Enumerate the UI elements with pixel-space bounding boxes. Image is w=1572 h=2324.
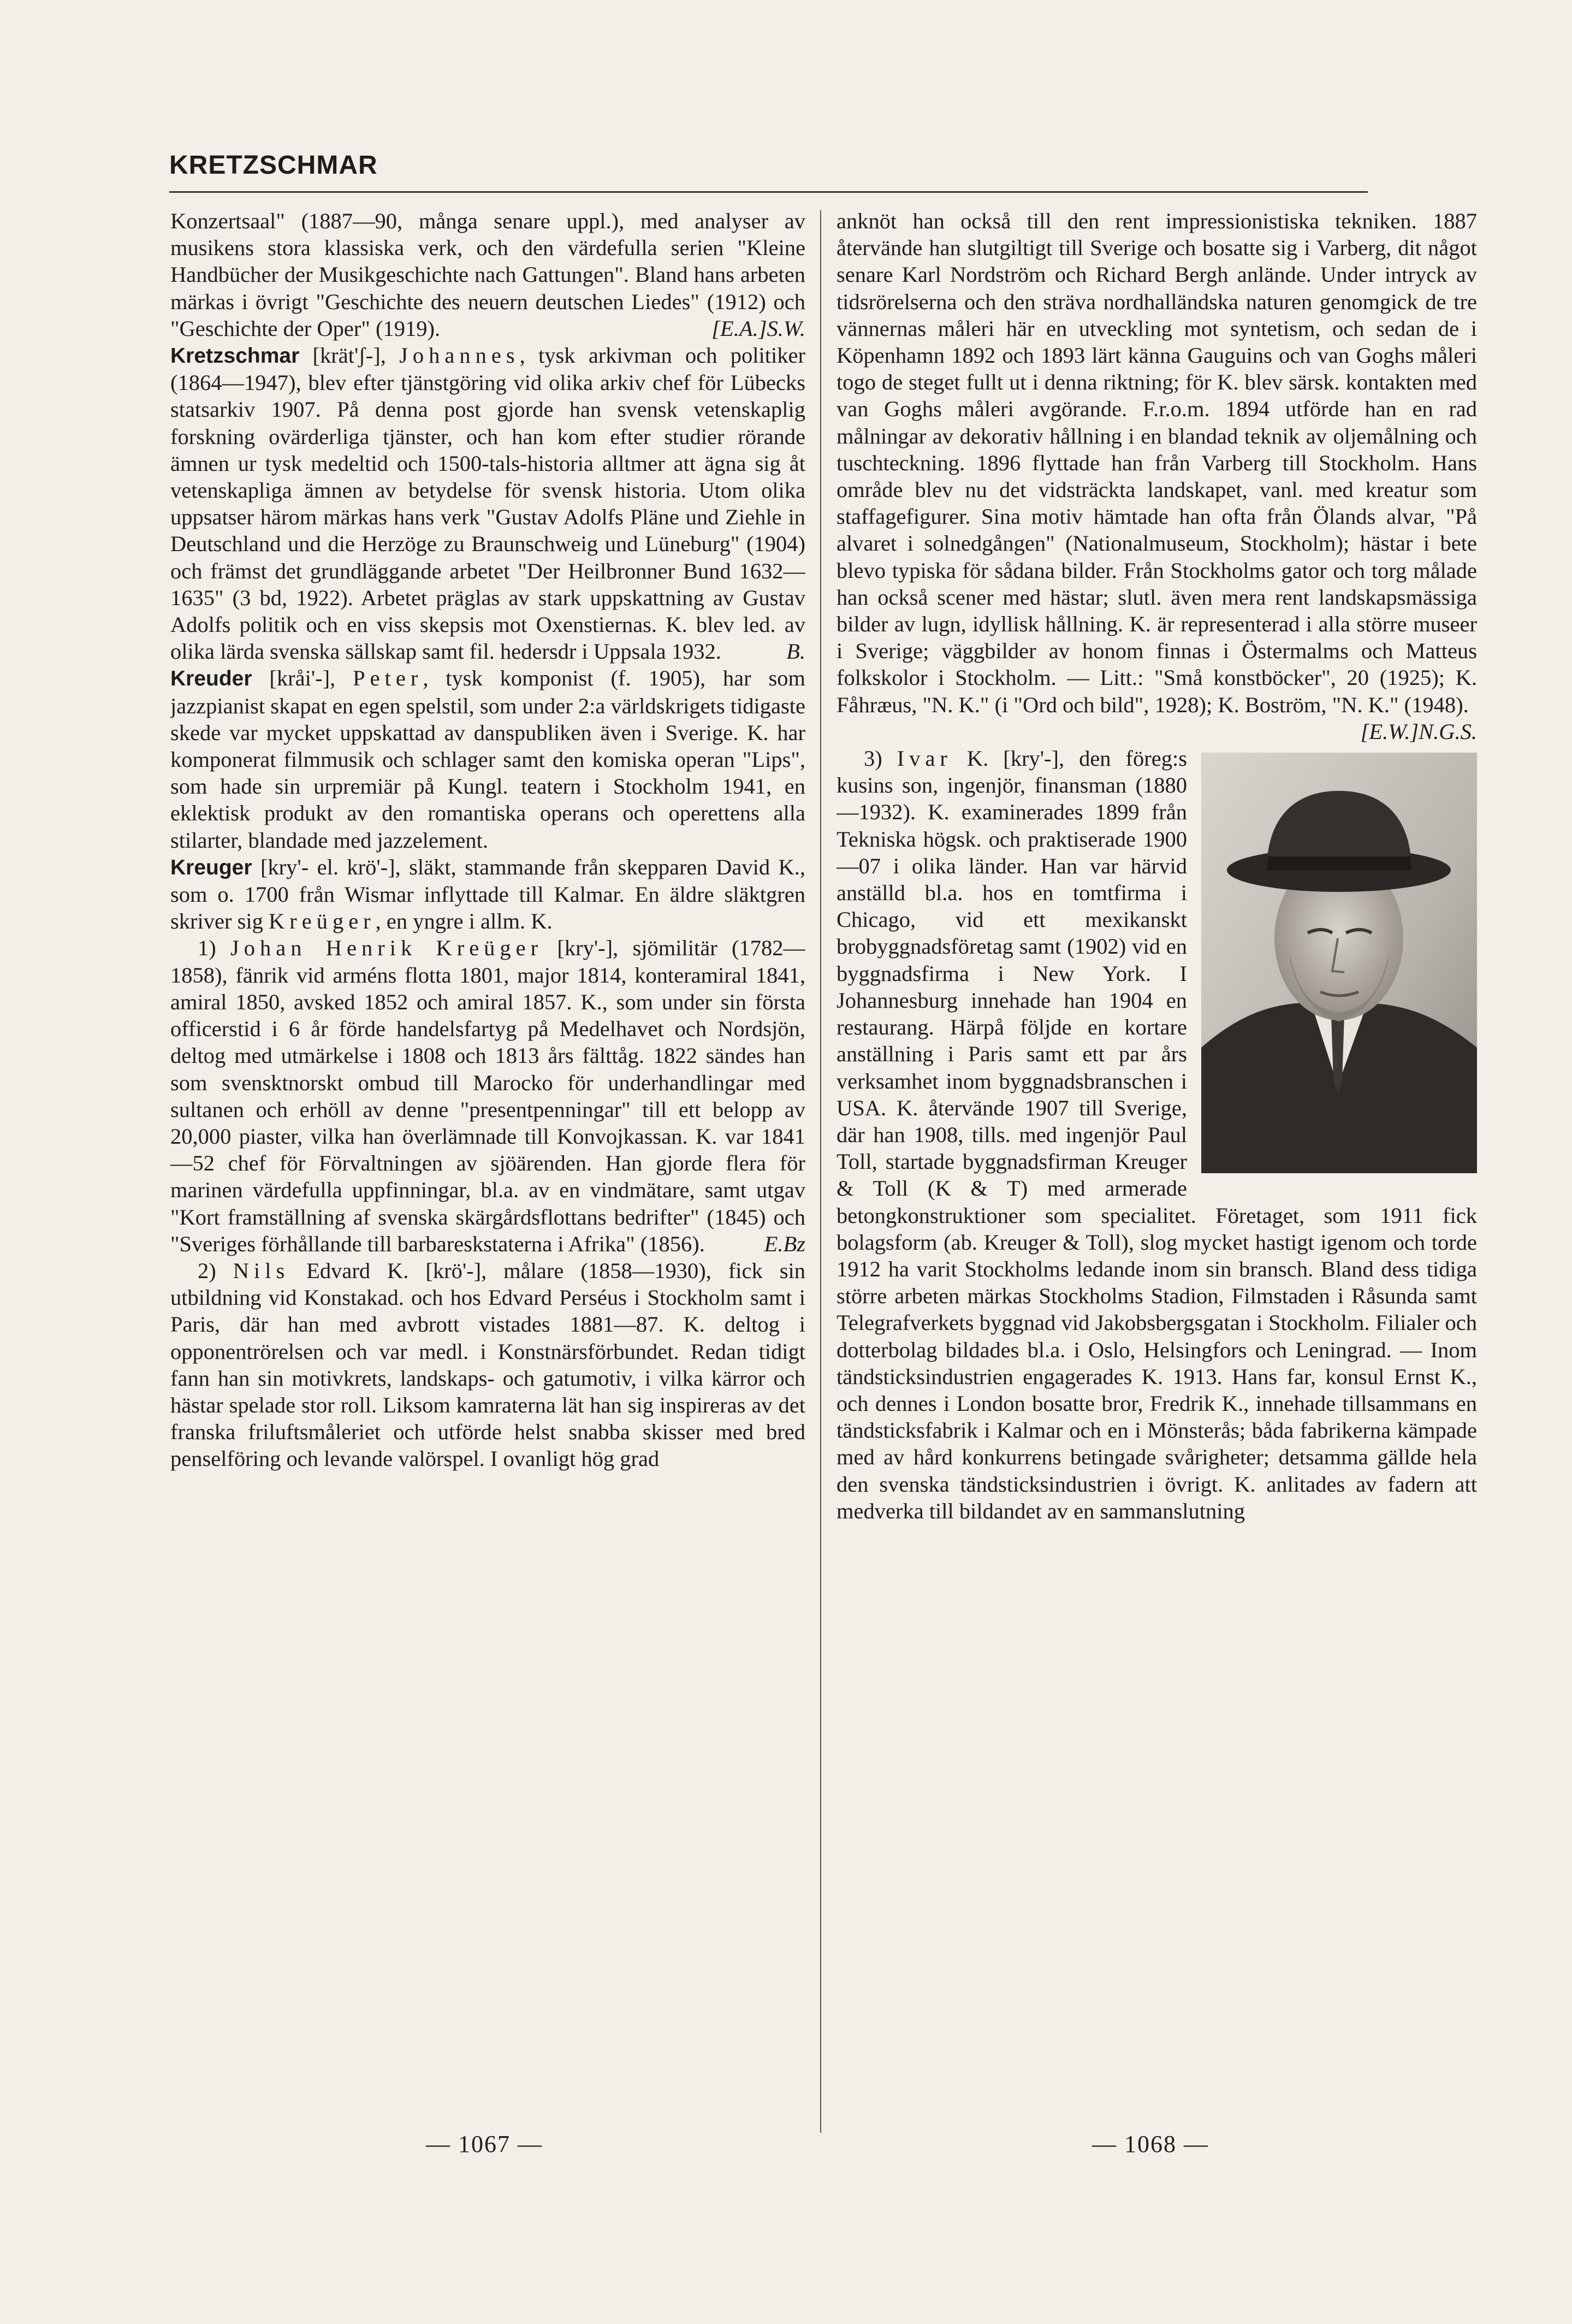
- right-column: [837, 208, 1477, 2136]
- left-column: [170, 208, 805, 2136]
- subentry-johan: [170, 935, 805, 1257]
- column-divider: [820, 210, 821, 2133]
- entry-text: [kry'-], sjömilitär (1782—1858), fänrik vid arméns flotta 1801, major 1814, konteramiral 1841, amiral 1850, avsked 1852 och amiral 1857. K., som under sin första officerstid i 6 år förde handelsfartyg på Medelhavet och Nordsjön, deltog med utmärkelse i 1808 och 1813 års fälttåg. 1822 sändes han som svensktnorskt ombud till Marocko för underhandlingar med sultanen och erhöll av denne "presentpenningar" till ett belopp av 20,000 piaster, vilka han överlämnade till Konvojkassan. K. var 1841—52 chef för Förvaltningen av sjöärenden. Han gjorde flera för marinen värdefulla uppfinningar, bl.a. av en vindmätare, samt utgav "Kort framställning af svenska skärgårdsflottans bedrifter" (1845) och "Sveriges förhållande till barbareskstaterna i Afrika" (1856).: [170, 936, 805, 1256]
- portrait-photo: [1201, 753, 1477, 1173]
- paragraph-text: Konzertsaal" (1887—90, många senare uppl.), med analyser av musikens stora klassiska verk, och den värdefulla serien "Kleine Handbücher der Musikgeschichte nach Gattungen". Bland hans arbeten märkas i övrigt "Geschichte des neuern deutschen Liedes" (1912) och "Geschichte der Oper" (1919).: [170, 209, 805, 341]
- subentry-ivar: [837, 745, 1477, 1524]
- given-name: Peter: [353, 666, 423, 691]
- page-number-left: — 1067 —: [426, 2131, 543, 2157]
- subentry-name: Johan Henrik Kreüger: [230, 936, 543, 961]
- entry-headword: Kreuger: [170, 855, 252, 879]
- subentry-number: 2): [198, 1258, 233, 1283]
- subentry-name: Ivar: [897, 746, 952, 771]
- given-name: Johannes: [399, 343, 520, 368]
- spelling-variant: Kreüger: [268, 909, 376, 934]
- entry-text: [kry'- el. krö'-], släkt, stammande från skepparen David K., som o. 1700 från Wismar inflyttade till Kalmar. En äldre släktgren skriver sig: [170, 854, 805, 934]
- entry-text: Edvard K. [krö'-], målare (1858—1930), fick sin utbildning vid Konstakad. och hos Edvard Perséus i Stockholm samt i Paris, där han med avbrott vistades 1881—87. K. deltog i opponentrörelsen och var medl. i Konstnärsförbundet. Redan tidigt fann han sin motivkrets, landskaps- och gatumotiv, i vilka kärror och hästar spelade stor roll. Liksom kamraterna lät han sig inspireras av det franska friluftsmåleriet och utförde helst snabba skisser med bred penselföring och levande valörspel. I ovanligt hög grad: [170, 1258, 805, 1471]
- entry-kretzschmar: [170, 342, 805, 665]
- entry-text: , tysk komponist (f. 1905), har som jazzpianist skapat en egen spelstil, som under 2:a världskrigets tidigaste skede var mycket uppskattad av danspubliken även i Sverige. K. har komponerat filmmusik och schlager samt den komiska operan "Lips", som hade sin urpremiär på Kungl. teatern i Stockholm 1941, en eklektisk produkt av den romantiska operans och operettens alla stilarter, blandade med jazzelement.: [170, 666, 805, 853]
- pronunciation: [krät'ʃ-],: [299, 343, 400, 368]
- running-head: KRETZSCHMAR: [169, 151, 378, 180]
- entry-text: K. [kry'-], den föreg:s kusins son, ingenjör, finansman (1880—1932). K. examinerades 1899 från Tekniska högsk. och praktiserade 1900—07 i olika länder. Han var härvid anställd bl.a. hos en tomtfirma i Chicago, vid ett mexikanskt brobyggnadsföretag samt (1902) vid en byggnadsfirma i New York. I Johannesburg innehade han 1904 en restaurang. Härpå följde en kortare anställning i Paris samt ett par års verksamhet inom byggnadsbranschen i USA. K. återvände 1907 till Sverige, där han 1908, tills. med ingenjör Paul Toll, startade byggnadsfirman Kreuger & Toll (K & T) med armerade betongkonstruktioner som specialitet. Företaget, som 1911 fick bolagsform (ab. Kreuger & Toll), slog mycket hastigt igenom och torde 1912 ha varit Stockholms ledande inom sin bransch. Bland dess tidiga större arbeten märkas Stockholms Stadion, Filmstaden i Råsunda samt Telegrafverkets byggnad vid Jakobsbergsgatan i Stockholm. Filialer och dotterbolag bildades bl.a. i Oslo, Helsingfors och Leningrad. — Inom tändsticksindustrien engagerades K. 1913. Hans far, konsul Ernst K., och dennes i London bosatte bror, Fredrik K., innehade tillsammans en tändsticksfabrik i Kalmar och en i Mönsterås; båda fabrikerna kämpade med av hård konkurrens betingade svårigheter; detsamma gällde hela den svenska tändsticksindustrien i övrigt. K. anlitades av fadern att medverka till bildandet av en sammanslutning: [837, 746, 1477, 1523]
- author-signature: [E.A.]S.W.: [711, 316, 805, 341]
- subentry-nils-continued: [837, 208, 1477, 744]
- page-number-right: — 1068 —: [1092, 2131, 1209, 2157]
- entry-kreuder: [170, 665, 805, 853]
- subentry-number: 1): [198, 936, 230, 961]
- entry-paragraph: [170, 208, 805, 342]
- entry-headword: Kretzschmar: [170, 344, 300, 368]
- entry-headword: Kreuder: [170, 667, 252, 691]
- entry-text: anknöt han också till den rent impressionistiska tekniken. 1887 återvände han slutgiltigt till Sverige och bosatte sig i Varberg, dit något senare Karl Nordström och Richard Bergh anlände. Under intryck av tidsrörelserna och den sträva nordhalländska naturen genomgick de tre vännernas måleri här en utveckling mot syntetism, och sedan de i Köpenhamn 1892 och 1893 lärt känna Gauguins och van Goghs måleri togo de steget fullt ut i denna riktning; för K. blev särsk. kontakten med van Goghs måleri avgörande. F.r.o.m. 1894 utförde han en rad målningar av dekorativ hållning i en blandad teknik av oljemålning och tuschteckning. 1896 flyttade han från Varberg till Stockholm. Hans område blev nu det vidsträckta landskapet, vanl. med kreatur som staffagefigurer. Sina motiv hämtade han ofta från Ölands alvar, "På alvaret i solnedgången" (Nationalmuseum, Stockholm); hästar i bete blevo typiska för sådana bilder. Från Stockholms gator och torg målade han också scener med hästar; slutl. även mera rent landskapsmässiga bilder av lugn, idyllisk hållning. K. är representerad i alla större museer i Sverige; väggbilder av honom finnas i Östermalms och Matteus folkskolor i Stockholm. — Litt.: "Små konstböcker", 20 (1925); K. Fåhræus, "N. K." (i "Ord och bild", 1928); K. Boström, "N. K." (1948).: [837, 209, 1477, 717]
- entry-text: , en yngre i allm. K.: [375, 909, 553, 934]
- entry-text: , tysk arkivman och politiker (1864—1947), blev efter tjänstgöring vid olika arkiv chef för Lübecks statsarkiv 1907. På denna post gjorde han svensk vetenskaplig forskning ovärderliga tjänster, och han kom efter studier rörande ämnen ur tysk medeltid och 1500-tals-historia alltmer att ägna sig åt vetenskapliga ämnen av betydelse för svensk historia. Utom olika uppsatser härom märkas hans verk "Gustav Adolfs Pläne und Ziehle in Deutschland und die Herzöge zu Braunschweig und Lüneburg" (1904) och främst det grundläggande arbetet "Der Heilbronner Bund 1632—1635" (3 bd, 1922). Arbetet präglas av stark uppskattning av Gustav Adolfs politik och en viss skepsis mot Oxenstiernas. K. blev led. av olika lärda svenska sällskap samt fil. hedersdr i Uppsala 1932.: [170, 343, 805, 664]
- author-signature: [E.W.]N.G.S.: [1360, 719, 1477, 744]
- pronunciation: [kråi'-],: [252, 666, 353, 691]
- subentry-nils: [170, 1257, 805, 1473]
- header-rule: [169, 191, 1368, 193]
- portrait-photo-icon: [1201, 753, 1477, 1173]
- subentry-name: Nils: [233, 1258, 290, 1283]
- subentry-number: 3): [864, 746, 897, 771]
- author-signature: E.Bz: [764, 1231, 805, 1256]
- entry-kreuger: [170, 854, 805, 935]
- author-signature: B.: [786, 639, 805, 664]
